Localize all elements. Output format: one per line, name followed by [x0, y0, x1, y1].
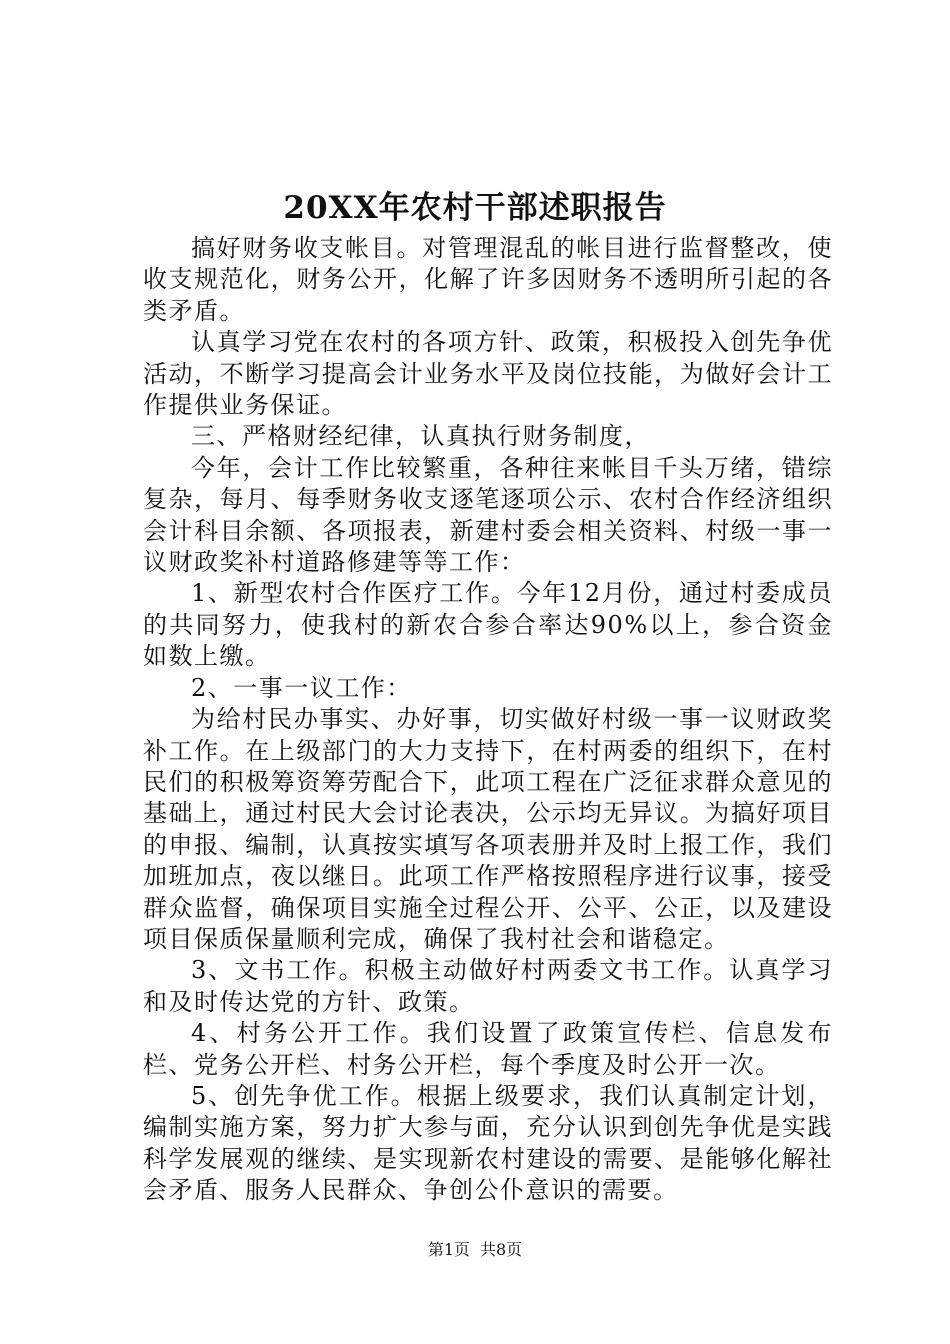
- paragraph: 5、创先争优工作。根据上级要求，我们认真制定计划，编制实施方案，努力扩大参与面，充分认识到创先争优是实践科学发展观的继续、是实现新农村建设的需要、是能够化解社会矛盾、服务人民群众、争创公仆意识的需要。: [143, 1081, 833, 1205]
- document-body: [143, 233, 833, 1207]
- paragraph: 为给村民办事实、办好事，切实做好村级一事一议财政奖补工作。在上级部门的大力支持下，在村两委的组织下，在村民们的积极筹资筹劳配合下，此项工程在广泛征求群众意见的基础上，通过村民大会讨论表决，公示均无异议。为搞好项目的申报、编制，认真按实填写各项表册并及时上报工作，我们加班加点，夜以继日。此项工作严格按照程序进行议事，接受群众监督，确保项目实施全过程公开、公平、公正，以及建设项目保质保量顺利完成，确保了我村社会和谐稳定。: [143, 705, 833, 953]
- paragraph: 2、一事一议工作：: [191, 673, 412, 702]
- paragraph: 今年，会计工作比较繁重，各种往来帐目千头万绪，错综复杂，每月、每季财务收支逐笔逐项公示、农村合作经济组织会计科目余额、各项报表，新建村委会相关资料、村级一事一议财政奖补村道路修建等等工作：: [143, 453, 833, 577]
- paragraph: 3、文书工作。积极主动做好村两委文书工作。认真学习和及时传达党的方针、政策。: [143, 956, 833, 1016]
- page-footer: [0, 1240, 950, 1260]
- page-total: 共8页: [480, 1240, 523, 1259]
- page-number: 第1页: [427, 1240, 470, 1259]
- paragraph: 认真学习党在农村的各项方针、政策，积极投入创先争优活动，不断学习提高会计业务水平及岗位技能，为做好会计工作提供业务保证。: [143, 328, 833, 420]
- paragraph: 4、村务公开工作。我们设置了政策宣传栏、信息发布栏、党务公开栏、村务公开栏，每个季度及时公开一次。: [143, 1019, 833, 1079]
- paragraph: 三、严格财经纪律，认真执行财务制度，: [191, 422, 650, 451]
- paragraph: 1、新型农村合作医疗工作。今年12月份，通过村委成员的共同努力，使我村的新农合参合率达90%以上，参合资金如数上缴。: [143, 579, 833, 671]
- paragraph: 搞好财务收支帐目。对管理混乱的帐目进行监督整改，使收支规范化，财务公开，化解了许多因财务不透明所引起的各类矛盾。: [143, 234, 833, 325]
- document-title: 20XX年农村干部述职报告: [283, 190, 667, 226]
